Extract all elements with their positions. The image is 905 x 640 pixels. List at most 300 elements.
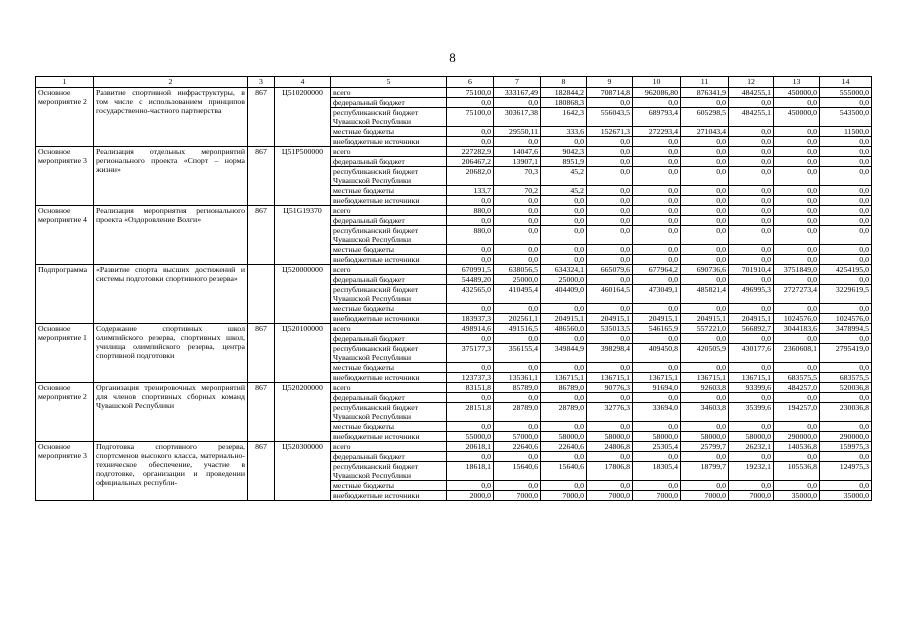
funding-source-cell: местные бюджеты xyxy=(331,481,447,491)
amount-cell: 333167,49 xyxy=(494,88,541,98)
amount-cell: 25000,0 xyxy=(494,275,541,285)
amount-cell: 498914,6 xyxy=(447,324,494,334)
amount-cell: 484255,1 xyxy=(729,88,774,98)
program-name-cell: Развитие спортивной инфраструктуры, в том числе с использованием принципов государственно-частного партнерства xyxy=(94,88,248,147)
amount-cell: 0,0 xyxy=(633,422,681,432)
amount-cell: 0,0 xyxy=(729,255,774,265)
amount-cell: 58000,0 xyxy=(587,432,633,442)
table-row xyxy=(36,383,872,393)
amount-cell: 20618,1 xyxy=(447,442,494,452)
funding-source-cell: всего xyxy=(331,383,447,393)
amount-cell: 432565,0 xyxy=(447,285,494,304)
ministry-code-cell: 867 xyxy=(248,442,275,501)
funding-source-cell: федеральный бюджет xyxy=(331,98,447,108)
amount-cell: 0,0 xyxy=(494,206,541,216)
amount-cell: 0,0 xyxy=(587,363,633,373)
amount-cell: 333,6 xyxy=(541,127,587,137)
amount-cell: 0,0 xyxy=(681,363,729,373)
amount-cell: 0,0 xyxy=(820,226,872,245)
column-header: 13 xyxy=(774,77,820,88)
amount-cell: 17806,8 xyxy=(587,462,633,481)
amount-cell: 0,0 xyxy=(541,206,587,216)
amount-cell: 0,0 xyxy=(774,334,820,344)
amount-cell: 0,0 xyxy=(729,127,774,137)
amount-cell: 0,0 xyxy=(774,196,820,206)
amount-cell: 0,0 xyxy=(633,147,681,157)
amount-cell: 133,7 xyxy=(447,186,494,196)
funding-source-cell: федеральный бюджет xyxy=(331,157,447,167)
amount-cell: 8951,9 xyxy=(541,157,587,167)
column-header: 3 xyxy=(248,77,275,88)
table-row xyxy=(36,265,872,275)
funding-source-cell: республиканский бюджет Чувашской Республики xyxy=(331,403,447,422)
amount-cell: 0,0 xyxy=(494,196,541,206)
amount-cell: 58000,0 xyxy=(541,432,587,442)
amount-cell: 0,0 xyxy=(587,216,633,226)
amount-cell: 0,0 xyxy=(633,186,681,196)
amount-cell: 880,0 xyxy=(447,226,494,245)
funding-source-cell: всего xyxy=(331,88,447,98)
amount-cell: 58000,0 xyxy=(681,432,729,442)
amount-cell: 0,0 xyxy=(729,481,774,491)
amount-cell: 0,0 xyxy=(774,304,820,314)
amount-cell: 701910,4 xyxy=(729,265,774,275)
column-header: 5 xyxy=(331,77,447,88)
amount-cell: 227282,9 xyxy=(447,147,494,157)
amount-cell: 0,0 xyxy=(681,147,729,157)
amount-cell: 0,0 xyxy=(541,393,587,403)
program-type-cell: Основное мероприятие 4 xyxy=(36,206,94,265)
budget-code-cell: Ц520300000 xyxy=(275,442,331,501)
amount-cell: 0,0 xyxy=(587,206,633,216)
amount-cell: 0,0 xyxy=(447,363,494,373)
amount-cell: 0,0 xyxy=(447,452,494,462)
amount-cell: 0,0 xyxy=(820,245,872,255)
column-header: 2 xyxy=(94,77,248,88)
amount-cell: 876341,9 xyxy=(681,88,729,98)
amount-cell: 35000,0 xyxy=(820,491,872,501)
amount-cell: 0,0 xyxy=(681,481,729,491)
amount-cell: 136715,1 xyxy=(587,373,633,383)
table-row xyxy=(36,206,872,216)
amount-cell: 194257,0 xyxy=(774,403,820,422)
funding-source-cell: внебюджетные источники xyxy=(331,137,447,147)
amount-cell: 0,0 xyxy=(729,216,774,226)
amount-cell: 0,0 xyxy=(447,98,494,108)
amount-cell: 0,0 xyxy=(587,186,633,196)
amount-cell: 0,0 xyxy=(820,422,872,432)
amount-cell: 485821,4 xyxy=(681,285,729,304)
amount-cell: 0,0 xyxy=(681,98,729,108)
amount-cell: 486560,0 xyxy=(541,324,587,334)
amount-cell: 0,0 xyxy=(729,147,774,157)
amount-cell: 0,0 xyxy=(447,127,494,137)
funding-source-cell: федеральный бюджет xyxy=(331,216,447,226)
amount-cell: 136715,1 xyxy=(541,373,587,383)
amount-cell: 450000,0 xyxy=(774,108,820,127)
funding-source-cell: республиканский бюджет Чувашской Республики xyxy=(331,226,447,245)
amount-cell: 0,0 xyxy=(447,255,494,265)
amount-cell: 0,0 xyxy=(587,255,633,265)
amount-cell: 0,0 xyxy=(820,157,872,167)
amount-cell: 0,0 xyxy=(774,137,820,147)
amount-cell: 557221,0 xyxy=(681,324,729,334)
amount-cell: 0,0 xyxy=(587,481,633,491)
amount-cell: 0,0 xyxy=(729,167,774,186)
amount-cell: 204915,1 xyxy=(587,314,633,324)
amount-cell: 86789,0 xyxy=(541,383,587,393)
amount-cell: 0,0 xyxy=(729,98,774,108)
amount-cell: 0,0 xyxy=(494,393,541,403)
amount-cell: 183937,3 xyxy=(447,314,494,324)
amount-cell: 535013,5 xyxy=(587,324,633,334)
amount-cell: 24806,8 xyxy=(587,442,633,452)
amount-cell: 0,0 xyxy=(494,226,541,245)
amount-cell: 0,0 xyxy=(729,186,774,196)
amount-cell: 0,0 xyxy=(820,206,872,216)
amount-cell: 0,0 xyxy=(729,452,774,462)
amount-cell: 0,0 xyxy=(587,334,633,344)
amount-cell: 0,0 xyxy=(729,137,774,147)
program-type-cell: Основное мероприятие 3 xyxy=(36,442,94,501)
amount-cell: 683575,5 xyxy=(820,373,872,383)
funding-source-cell: федеральный бюджет xyxy=(331,452,447,462)
funding-source-cell: федеральный бюджет xyxy=(331,334,447,344)
amount-cell: 0,0 xyxy=(774,481,820,491)
amount-cell: 0,0 xyxy=(820,98,872,108)
column-header: 6 xyxy=(447,77,494,88)
amount-cell: 349844,9 xyxy=(541,344,587,363)
amount-cell: 140536,8 xyxy=(774,442,820,452)
amount-cell: 638056,5 xyxy=(494,265,541,275)
amount-cell: 2795419,0 xyxy=(820,344,872,363)
amount-cell: 206467,2 xyxy=(447,157,494,167)
column-header: 1 xyxy=(36,77,94,88)
amount-cell: 0,0 xyxy=(587,147,633,157)
ministry-code-cell: 867 xyxy=(248,147,275,206)
amount-cell: 546165,9 xyxy=(633,324,681,334)
amount-cell: 689793,4 xyxy=(633,108,681,127)
funding-source-cell: республиканский бюджет Чувашской Республики xyxy=(331,344,447,363)
amount-cell: 398298,4 xyxy=(587,344,633,363)
budget-code-cell: Ц520000000 xyxy=(275,265,331,324)
amount-cell: 0,0 xyxy=(447,216,494,226)
amount-cell: 543500,0 xyxy=(820,108,872,127)
funding-source-cell: федеральный бюджет xyxy=(331,275,447,285)
amount-cell: 2000,0 xyxy=(447,491,494,501)
amount-cell: 75100,0 xyxy=(447,108,494,127)
amount-cell: 0,0 xyxy=(494,255,541,265)
amount-cell: 670991,5 xyxy=(447,265,494,275)
amount-cell: 0,0 xyxy=(633,98,681,108)
amount-cell: 0,0 xyxy=(447,196,494,206)
amount-cell: 0,0 xyxy=(633,393,681,403)
amount-cell: 0,0 xyxy=(729,334,774,344)
amount-cell: 0,0 xyxy=(587,226,633,245)
amount-cell: 0,0 xyxy=(633,157,681,167)
amount-cell: 0,0 xyxy=(587,452,633,462)
amount-cell: 25799,7 xyxy=(681,442,729,452)
amount-cell: 13907,1 xyxy=(494,157,541,167)
funding-source-cell: республиканский бюджет Чувашской Республики xyxy=(331,167,447,186)
funding-source-cell: всего xyxy=(331,324,447,334)
funding-source-cell: местные бюджеты xyxy=(331,422,447,432)
amount-cell: 0,0 xyxy=(729,393,774,403)
amount-cell: 0,0 xyxy=(774,255,820,265)
amount-cell: 271043,4 xyxy=(681,127,729,137)
amount-cell: 0,0 xyxy=(587,245,633,255)
funding-source-cell: местные бюджеты xyxy=(331,245,447,255)
amount-cell: 22640,6 xyxy=(494,442,541,452)
amount-cell: 0,0 xyxy=(494,216,541,226)
amount-cell: 566892,7 xyxy=(729,324,774,334)
funding-source-cell: местные бюджеты xyxy=(331,186,447,196)
amount-cell: 15640,6 xyxy=(494,462,541,481)
amount-cell: 54489,20 xyxy=(447,275,494,285)
column-header: 4 xyxy=(275,77,331,88)
program-name-cell: Реализация мероприятия регионального проекта «Оздоровление Волги» xyxy=(94,206,248,265)
amount-cell: 491516,5 xyxy=(494,324,541,334)
amount-cell: 0,0 xyxy=(681,137,729,147)
amount-cell: 0,0 xyxy=(541,452,587,462)
amount-cell: 0,0 xyxy=(541,255,587,265)
amount-cell: 0,0 xyxy=(774,167,820,186)
amount-cell: 555000,0 xyxy=(820,88,872,98)
amount-cell: 0,0 xyxy=(633,275,681,285)
funding-source-cell: республиканский бюджет Чувашской Республики xyxy=(331,462,447,481)
amount-cell: 0,0 xyxy=(633,167,681,186)
amount-cell: 0,0 xyxy=(774,98,820,108)
funding-source-cell: внебюджетные источники xyxy=(331,196,447,206)
amount-cell: 0,0 xyxy=(541,304,587,314)
amount-cell: 7000,0 xyxy=(494,491,541,501)
amount-cell: 0,0 xyxy=(587,422,633,432)
program-name-cell: «Развитие спорта высших достижений и системы подготовки спортивного резерва» xyxy=(94,265,248,324)
amount-cell: 0,0 xyxy=(541,422,587,432)
amount-cell: 0,0 xyxy=(447,137,494,147)
funding-source-cell: внебюджетные источники xyxy=(331,373,447,383)
amount-cell: 356155,4 xyxy=(494,344,541,363)
amount-cell: 45,2 xyxy=(541,186,587,196)
amount-cell: 0,0 xyxy=(633,216,681,226)
column-header: 8 xyxy=(541,77,587,88)
amount-cell: 1642,3 xyxy=(541,108,587,127)
amount-cell: 3751849,0 xyxy=(774,265,820,275)
program-type-cell: Основное мероприятие 2 xyxy=(36,88,94,147)
amount-cell: 375177,3 xyxy=(447,344,494,363)
amount-cell: 0,0 xyxy=(494,137,541,147)
amount-cell: 0,0 xyxy=(494,481,541,491)
amount-cell: 0,0 xyxy=(633,245,681,255)
amount-cell: 0,0 xyxy=(729,275,774,285)
amount-cell: 3478994,5 xyxy=(820,324,872,334)
amount-cell: 420505,9 xyxy=(681,344,729,363)
amount-cell: 159975,3 xyxy=(820,442,872,452)
amount-cell: 0,0 xyxy=(774,452,820,462)
amount-cell: 409450,8 xyxy=(633,344,681,363)
table-row xyxy=(36,147,872,157)
amount-cell: 0,0 xyxy=(729,206,774,216)
amount-cell: 0,0 xyxy=(681,245,729,255)
funding-source-cell: республиканский бюджет Чувашской Республики xyxy=(331,285,447,304)
amount-cell: 0,0 xyxy=(820,137,872,147)
amount-cell: 32776,3 xyxy=(587,403,633,422)
amount-cell: 28789,0 xyxy=(494,403,541,422)
amount-cell: 0,0 xyxy=(587,393,633,403)
amount-cell: 92603,8 xyxy=(681,383,729,393)
amount-cell: 2727273,4 xyxy=(774,285,820,304)
amount-cell: 105536,8 xyxy=(774,462,820,481)
funding-source-cell: республиканский бюджет Чувашской Республики xyxy=(331,108,447,127)
amount-cell: 0,0 xyxy=(541,226,587,245)
amount-cell: 450000,0 xyxy=(774,88,820,98)
amount-cell: 962086,80 xyxy=(633,88,681,98)
amount-cell: 556043,5 xyxy=(587,108,633,127)
column-header: 7 xyxy=(494,77,541,88)
amount-cell: 0,0 xyxy=(774,147,820,157)
column-header: 10 xyxy=(633,77,681,88)
amount-cell: 0,0 xyxy=(494,422,541,432)
amount-cell: 0,0 xyxy=(681,226,729,245)
amount-cell: 0,0 xyxy=(633,255,681,265)
budget-code-cell: Ц51G19370 xyxy=(275,206,331,265)
amount-cell: 430177,6 xyxy=(729,344,774,363)
budget-code-cell: Ц520100000 xyxy=(275,324,331,383)
amount-cell: 0,0 xyxy=(494,98,541,108)
amount-cell: 57000,0 xyxy=(494,432,541,442)
ministry-code-cell: 867 xyxy=(248,206,275,265)
amount-cell: 3229619,5 xyxy=(820,285,872,304)
amount-cell: 665079,6 xyxy=(587,265,633,275)
amount-cell: 3044183,6 xyxy=(774,324,820,334)
amount-cell: 0,0 xyxy=(774,275,820,285)
amount-cell: 0,0 xyxy=(587,137,633,147)
program-name-cell: Подготовка спортивного резерва, спортсменов высокого класса, материально-техническое обеспечение, участие в подготовке, организации и проведении официальных республи- xyxy=(94,442,248,501)
amount-cell: 0,0 xyxy=(774,363,820,373)
amount-cell: 93399,6 xyxy=(729,383,774,393)
amount-cell: 0,0 xyxy=(774,245,820,255)
funding-source-cell: федеральный бюджет xyxy=(331,393,447,403)
funding-source-cell: внебюджетные источники xyxy=(331,255,447,265)
funding-source-cell: всего xyxy=(331,206,447,216)
amount-cell: 70,2 xyxy=(494,186,541,196)
ministry-code-cell: 867 xyxy=(248,383,275,442)
amount-cell: 0,0 xyxy=(541,334,587,344)
amount-cell: 0,0 xyxy=(681,334,729,344)
amount-cell: 85789,0 xyxy=(494,383,541,393)
amount-cell: 202561,1 xyxy=(494,314,541,324)
amount-cell: 0,0 xyxy=(541,196,587,206)
funding-source-cell: всего xyxy=(331,442,447,452)
amount-cell: 58000,0 xyxy=(633,432,681,442)
amount-cell: 7000,0 xyxy=(681,491,729,501)
amount-cell: 4254195,0 xyxy=(820,265,872,275)
amount-cell: 708714,8 xyxy=(587,88,633,98)
amount-cell: 690736,6 xyxy=(681,265,729,275)
amount-cell: 0,0 xyxy=(587,157,633,167)
amount-cell: 136715,1 xyxy=(681,373,729,383)
amount-cell: 204915,1 xyxy=(729,314,774,324)
funding-source-cell: внебюджетные источники xyxy=(331,491,447,501)
amount-cell: 0,0 xyxy=(681,196,729,206)
amount-cell: 0,0 xyxy=(587,304,633,314)
amount-cell: 180868,3 xyxy=(541,98,587,108)
amount-cell: 0,0 xyxy=(447,422,494,432)
amount-cell: 75100,0 xyxy=(447,88,494,98)
amount-cell: 0,0 xyxy=(820,481,872,491)
amount-cell: 0,0 xyxy=(587,196,633,206)
amount-cell: 7000,0 xyxy=(587,491,633,501)
amount-cell: 303617,38 xyxy=(494,108,541,127)
budget-code-cell: Ц510200000 xyxy=(275,88,331,147)
amount-cell: 0,0 xyxy=(633,363,681,373)
amount-cell: 0,0 xyxy=(820,452,872,462)
amount-cell: 7000,0 xyxy=(541,491,587,501)
amount-cell: 0,0 xyxy=(820,147,872,157)
amount-cell: 0,0 xyxy=(494,245,541,255)
amount-cell: 123737,3 xyxy=(447,373,494,383)
amount-cell: 0,0 xyxy=(820,363,872,373)
amount-cell: 18799,7 xyxy=(681,462,729,481)
amount-cell: 0,0 xyxy=(633,226,681,245)
amount-cell: 0,0 xyxy=(729,226,774,245)
amount-cell: 473049,1 xyxy=(633,285,681,304)
amount-cell: 0,0 xyxy=(447,393,494,403)
amount-cell: 135361,1 xyxy=(494,373,541,383)
amount-cell: 204915,1 xyxy=(633,314,681,324)
amount-cell: 204915,1 xyxy=(541,314,587,324)
amount-cell: 290000,0 xyxy=(774,432,820,442)
amount-cell: 1024576,0 xyxy=(774,314,820,324)
amount-cell: 0,0 xyxy=(820,167,872,186)
amount-cell: 0,0 xyxy=(774,206,820,216)
column-header: 11 xyxy=(681,77,729,88)
amount-cell: 484257,0 xyxy=(774,383,820,393)
amount-cell: 14047,6 xyxy=(494,147,541,157)
amount-cell: 605298,5 xyxy=(681,108,729,127)
amount-cell: 0,0 xyxy=(729,422,774,432)
amount-cell: 91694,0 xyxy=(633,383,681,393)
amount-cell: 0,0 xyxy=(447,304,494,314)
amount-cell: 880,0 xyxy=(447,206,494,216)
amount-cell: 0,0 xyxy=(774,157,820,167)
amount-cell: 26232,1 xyxy=(729,442,774,452)
amount-cell: 152671,3 xyxy=(587,127,633,137)
table-body xyxy=(36,88,872,501)
funding-source-cell: внебюджетные источники xyxy=(331,314,447,324)
amount-cell: 0,0 xyxy=(681,275,729,285)
funding-source-cell: местные бюджеты xyxy=(331,304,447,314)
amount-cell: 29550,11 xyxy=(494,127,541,137)
amount-cell: 136715,1 xyxy=(633,373,681,383)
amount-cell: 0,0 xyxy=(820,196,872,206)
amount-cell: 0,0 xyxy=(681,452,729,462)
amount-cell: 0,0 xyxy=(774,127,820,137)
amount-cell: 0,0 xyxy=(729,245,774,255)
amount-cell: 272293,4 xyxy=(633,127,681,137)
amount-cell: 290000,0 xyxy=(820,432,872,442)
amount-cell: 11500,0 xyxy=(820,127,872,137)
amount-cell: 0,0 xyxy=(541,245,587,255)
amount-cell: 0,0 xyxy=(820,216,872,226)
amount-cell: 0,0 xyxy=(774,226,820,245)
amount-cell: 7000,0 xyxy=(729,491,774,501)
amount-cell: 0,0 xyxy=(447,245,494,255)
amount-cell: 0,0 xyxy=(729,157,774,167)
table-row xyxy=(36,324,872,334)
amount-cell: 460164,5 xyxy=(587,285,633,304)
amount-cell: 0,0 xyxy=(494,452,541,462)
